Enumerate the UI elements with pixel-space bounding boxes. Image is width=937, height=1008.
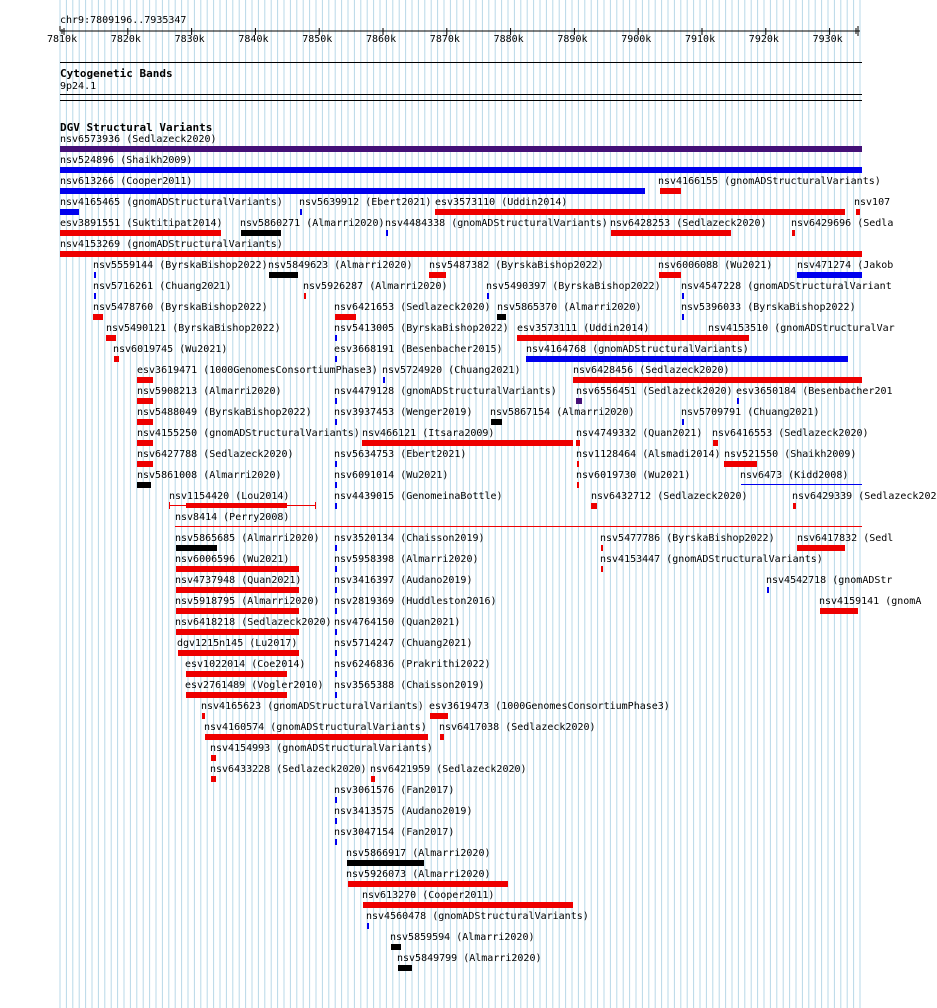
feature-label[interactable]: nsv1154420 (Lou2014) [169, 491, 290, 502]
feature-bar[interactable] [737, 398, 739, 404]
feature-label[interactable]: nsv6416553 (Sedlazeck2020) [712, 428, 869, 439]
feature-bar[interactable] [176, 566, 299, 572]
ruler-tick-label: 7850k [302, 34, 333, 45]
feature-bar[interactable] [435, 209, 845, 215]
feature-bar[interactable] [176, 608, 299, 614]
feature-bar[interactable] [429, 272, 446, 278]
feature-label[interactable]: nsv6417832 (Sedl [797, 533, 894, 544]
feature-label[interactable]: nsv5709791 (Chuang2021) [681, 407, 820, 418]
feature-label[interactable]: nsv5716261 (Chuang2021) [93, 281, 232, 292]
feature-bar[interactable] [335, 818, 337, 824]
feature-bar[interactable] [60, 146, 862, 152]
feature-bar[interactable] [367, 923, 369, 929]
feature-label[interactable]: nsv6573936 (Sedlazeck2020) [60, 134, 217, 145]
feature-label[interactable]: nsv4484338 (gnomADStructuralVariants) [385, 218, 608, 229]
feature-bar[interactable] [335, 797, 337, 803]
feature-bar[interactable] [137, 419, 153, 425]
feature-bar[interactable] [335, 839, 337, 845]
feature-bar[interactable] [713, 440, 718, 446]
feature-bar[interactable] [60, 209, 79, 215]
feature-label[interactable]: nsv3061576 (Fan2017) [334, 785, 455, 796]
feature-label[interactable]: esv3650184 (Besenbacher201 [736, 386, 893, 397]
feature-bar[interactable] [300, 209, 302, 215]
feature-label[interactable]: nsv5639912 (Ebert2021) [299, 197, 432, 208]
feature-label[interactable]: nsv3416397 (Audano2019) [334, 575, 473, 586]
feature-label[interactable]: nsv5958398 (Almarri2020) [334, 554, 479, 565]
feature-label[interactable]: nsv5559144 (ByrskaBishop2022) [93, 260, 268, 271]
feature-bar[interactable] [820, 608, 858, 614]
ruler-tick-label: 7930k [812, 34, 843, 45]
feature-bar[interactable] [487, 293, 489, 299]
feature-bar[interactable] [573, 377, 862, 383]
feature-label[interactable]: nsv6246836 (Prakrithi2022) [334, 659, 491, 670]
feature-bar[interactable] [137, 377, 153, 383]
feature-bar[interactable] [241, 230, 281, 236]
feature-label[interactable]: nsv6421653 (Sedlazeck2020) [334, 302, 491, 313]
feature-label[interactable]: nsv8414 (Perry2008) [175, 512, 290, 523]
feature-label[interactable]: nsv107 [854, 197, 891, 208]
feature-label[interactable]: nsv5396033 (ByrskaBishop2022) [681, 302, 856, 313]
feature-bar[interactable] [347, 860, 424, 866]
feature-label[interactable]: nsv4749332 (Quan2021) [576, 428, 703, 439]
feature-label[interactable]: nsv4764150 (Quan2021) [334, 617, 461, 628]
feature-bar[interactable] [383, 377, 385, 383]
feature-bar[interactable] [682, 293, 684, 299]
feature-bar[interactable] [526, 356, 848, 362]
ruler-tick-label: 7860k [366, 34, 397, 45]
feature-label[interactable]: nsv5714247 (Chuang2021) [334, 638, 473, 649]
feature-bar[interactable] [137, 398, 153, 404]
feature-label[interactable]: nsv4164768 (gnomADStructuralVariants) [526, 344, 749, 355]
feature-label[interactable]: nsv6418218 (Sedlazeck2020) [175, 617, 332, 628]
ruler-tick-label: 7810k [47, 34, 78, 45]
feature-label[interactable]: nsv5488049 (ByrskaBishop2022) [137, 407, 312, 418]
feature-bar[interactable] [137, 461, 153, 467]
feature-bar[interactable] [682, 314, 684, 320]
feature-label[interactable]: esv2761489 (Vogler2010) [185, 680, 324, 691]
feature-bar[interactable] [186, 671, 287, 677]
feature-bar[interactable] [709, 335, 712, 341]
feature-label[interactable]: nsv4160574 (gnomADStructuralVariants) [204, 722, 427, 733]
feature-bar[interactable] [577, 461, 579, 467]
feature-bar[interactable] [269, 272, 298, 278]
feature-label[interactable]: nsv5487382 (ByrskaBishop2022) [429, 260, 604, 271]
feature-label[interactable]: nsv5866917 (Almarri2020) [346, 848, 491, 859]
feature-label[interactable]: esv3619473 (1000GenomesConsortiumPhase3) [429, 701, 670, 712]
feature-bar[interactable] [497, 314, 506, 320]
feature-label[interactable]: nsv5908213 (Almarri2020) [137, 386, 282, 397]
feature-bar[interactable] [202, 713, 205, 719]
feature-label[interactable]: nsv6473 (Kidd2008) [740, 470, 849, 481]
feature-label[interactable]: nsv5490397 (ByrskaBishop2022) [486, 281, 661, 292]
feature-label[interactable]: nsv4479128 (gnomADStructuralVariants) [334, 386, 557, 397]
feature-label[interactable]: esv3668191 (Besenbacher2015) [334, 344, 503, 355]
feature-cap [169, 502, 170, 509]
feature-label[interactable]: nsv5849799 (Almarri2020) [397, 953, 542, 964]
feature-label[interactable]: nsv5413005 (ByrskaBishop2022) [334, 323, 509, 334]
feature-bar[interactable] [178, 650, 299, 656]
feature-label[interactable]: nsv6429696 (Sedla [791, 218, 894, 229]
feature-label[interactable]: nsv6433228 (Sedlazeck2020) [210, 764, 367, 775]
feature-bar[interactable] [335, 671, 337, 677]
feature-bar[interactable] [60, 188, 645, 194]
feature-label[interactable]: nsv3520134 (Chaisson2019) [334, 533, 485, 544]
feature-bar[interactable] [335, 419, 337, 425]
feature-bar[interactable] [724, 461, 757, 467]
ruler-tick-label: 7840k [238, 34, 269, 45]
feature-bar[interactable] [176, 545, 217, 551]
feature-label[interactable]: nsv521550 (Shaikh2009) [724, 449, 857, 460]
feature-label[interactable]: nsv6019730 (Wu2021) [576, 470, 691, 481]
feature-label[interactable]: nsv4166155 (gnomADStructuralVariants) [658, 176, 881, 187]
feature-bar[interactable] [94, 293, 96, 299]
feature-bar[interactable] [363, 902, 573, 908]
feature-label[interactable]: nsv613270 (Cooper2011) [362, 890, 495, 901]
feature-bar[interactable] [856, 209, 860, 215]
feature-label[interactable]: nsv5918795 (Almarri2020) [175, 596, 320, 607]
feature-label[interactable]: nsv3937453 (Wenger2019) [334, 407, 473, 418]
feature-bar[interactable] [186, 503, 287, 508]
feature-label[interactable]: nsv4153269 (gnomADStructuralVariants) [60, 239, 283, 250]
feature-label[interactable]: nsv4165465 (gnomADStructuralVariants) [60, 197, 283, 208]
feature-bar[interactable] [398, 965, 412, 971]
ruler-tick-label: 7820k [110, 34, 141, 45]
feature-bar[interactable] [335, 566, 337, 572]
feature-label[interactable]: nsv6432712 (Sedlazeck2020) [591, 491, 748, 502]
feature-bar[interactable] [335, 692, 337, 698]
feature-label[interactable]: nsv1128464 (Alsmadi2014) [576, 449, 721, 460]
feature-label[interactable]: nsv5861008 (Almarri2020) [137, 470, 282, 481]
feature-label[interactable]: nsv5634753 (Ebert2021) [334, 449, 467, 460]
feature-label[interactable]: nsv6429339 (Sedlazeck202 [792, 491, 937, 502]
feature-label[interactable]: nsv5859594 (Almarri2020) [390, 932, 535, 943]
feature-bar[interactable] [205, 734, 428, 740]
feature-bar[interactable] [60, 167, 862, 173]
feature-label[interactable]: nsv4737948 (Quan2021) [175, 575, 302, 586]
feature-label[interactable]: nsv466121 (Itsara2009) [362, 428, 495, 439]
cyto-band-line [60, 94, 862, 95]
feature-label[interactable]: dgv1215n145 (Lu2017) [177, 638, 298, 649]
feature-cap [315, 502, 316, 509]
feature-label[interactable]: nsv6556451 (Sedlazeck2020) [576, 386, 733, 397]
feature-bar[interactable] [386, 230, 388, 236]
cyto-band-label[interactable]: 9p24.1 [60, 81, 97, 92]
feature-label[interactable]: nsv6417038 (Sedlazeck2020) [439, 722, 596, 733]
feature-bar[interactable] [304, 293, 306, 299]
feature-bar[interactable] [362, 440, 573, 446]
feature-bar[interactable] [659, 272, 681, 278]
feature-label[interactable]: nsv5865370 (Almarri2020) [497, 302, 642, 313]
feature-line[interactable] [741, 484, 862, 485]
feature-label[interactable]: nsv5490121 (ByrskaBishop2022) [106, 323, 281, 334]
feature-label[interactable]: nsv5926287 (Almarri2020) [303, 281, 448, 292]
feature-bar[interactable] [335, 398, 337, 404]
feature-label[interactable]: esv3573110 (Uddin2014) [435, 197, 568, 208]
feature-bar[interactable] [576, 440, 580, 446]
ruler-tick-label: 7830k [174, 34, 205, 45]
feature-bar[interactable] [335, 461, 337, 467]
ruler-tick-label: 7920k [748, 34, 779, 45]
feature-bar[interactable] [576, 398, 582, 404]
ruler-tick-label: 7870k [429, 34, 460, 45]
feature-bar[interactable] [797, 272, 862, 278]
feature-label[interactable]: nsv5867154 (Almarri2020) [490, 407, 635, 418]
feature-label[interactable]: nsv5926073 (Almarri2020) [346, 869, 491, 880]
feature-label[interactable]: nsv4154993 (gnomADStructuralVariants) [210, 743, 433, 754]
feature-label[interactable]: nsv6006596 (Wu2021) [175, 554, 290, 565]
ruler-tick-label: 7910k [685, 34, 716, 45]
feature-bar[interactable] [577, 482, 579, 488]
feature-label[interactable]: nsv4439015 (GenomeinaBottle) [334, 491, 503, 502]
feature-label[interactable]: nsv6428456 (Sedlazeck2020) [573, 365, 730, 376]
feature-bar[interactable] [517, 335, 749, 341]
ruler-tick-label: 7880k [493, 34, 524, 45]
ruler-tick-label: 7900k [621, 34, 652, 45]
divider [60, 62, 862, 63]
feature-bar[interactable] [114, 356, 119, 362]
feature-label[interactable]: esv1022014 (Coe2014) [185, 659, 306, 670]
feature-bar[interactable] [792, 230, 795, 236]
feature-label[interactable]: nsv4560478 (gnomADStructuralVariants) [366, 911, 589, 922]
feature-label[interactable]: esv3573111 (Uddin2014) [517, 323, 650, 334]
feature-label[interactable]: esv3891551 (Suktitipat2014) [60, 218, 223, 229]
feature-bar[interactable] [601, 566, 603, 572]
feature-label[interactable]: nsv4153510 (gnomADStructuralVar [708, 323, 895, 334]
feature-bar[interactable] [137, 440, 153, 446]
feature-bar[interactable] [335, 503, 337, 509]
feature-label[interactable]: nsv6006088 (Wu2021) [658, 260, 773, 271]
feature-bar[interactable] [611, 230, 731, 236]
feature-bar[interactable] [335, 545, 337, 551]
feature-bar[interactable] [176, 629, 299, 635]
feature-bar[interactable] [335, 587, 337, 593]
feature-bar[interactable] [797, 545, 845, 551]
feature-label[interactable]: nsv4165623 (gnomADStructuralVariants) [201, 701, 424, 712]
feature-label[interactable]: nsv5865685 (Almarri2020) [175, 533, 320, 544]
feature-bar[interactable] [591, 503, 597, 509]
feature-bar[interactable] [348, 881, 508, 887]
feature-bar[interactable] [335, 482, 337, 488]
feature-label[interactable]: nsv5477786 (ByrskaBishop2022) [600, 533, 775, 544]
feature-label[interactable]: nsv2819369 (Huddleston2016) [334, 596, 497, 607]
feature-bar[interactable] [391, 944, 401, 950]
feature-bar[interactable] [440, 734, 444, 740]
feature-label[interactable]: nsv6427788 (Sedlazeck2020) [137, 449, 294, 460]
feature-label[interactable]: nsv471274 (Jakob [797, 260, 894, 271]
feature-bar[interactable] [682, 419, 684, 425]
ruler-tick-label: 7890k [557, 34, 588, 45]
cyto-track-title: Cytogenetic Bands [60, 67, 173, 80]
feature-label[interactable]: nsv4542718 (gnomADStr [766, 575, 893, 586]
feature-label[interactable]: nsv524896 (Shaikh2009) [60, 155, 193, 166]
feature-bar[interactable] [335, 314, 356, 320]
feature-bar[interactable] [60, 251, 862, 257]
feature-bar[interactable] [335, 650, 337, 656]
feature-bar[interactable] [767, 587, 769, 593]
feature-label[interactable]: nsv6091014 (Wu2021) [334, 470, 449, 481]
feature-label[interactable]: nsv6421959 (Sedlazeck2020) [370, 764, 527, 775]
divider [60, 100, 862, 101]
feature-bar[interactable] [211, 776, 216, 782]
feature-bar[interactable] [335, 356, 337, 362]
feature-bar[interactable] [211, 755, 216, 761]
feature-bar[interactable] [793, 503, 796, 509]
feature-label[interactable]: nsv5849623 (Almarri2020) [268, 260, 413, 271]
feature-label[interactable]: nsv3565388 (Chaisson2019) [334, 680, 485, 691]
feature-label[interactable]: nsv4159141 (gnomA [819, 596, 922, 607]
feature-bar[interactable] [176, 587, 299, 593]
feature-label[interactable]: nsv6428253 (Sedlazeck2020) [610, 218, 767, 229]
feature-bar[interactable] [601, 545, 603, 551]
feature-label[interactable]: nsv613266 (Cooper2011) [60, 176, 193, 187]
feature-bar[interactable] [430, 713, 448, 719]
feature-label[interactable]: nsv5478760 (ByrskaBishop2022) [93, 302, 268, 313]
feature-label[interactable]: nsv5860271 (Almarri2020) [240, 218, 385, 229]
feature-bar[interactable] [335, 608, 337, 614]
feature-bar[interactable] [660, 188, 681, 194]
feature-bar[interactable] [60, 230, 221, 236]
feature-bar[interactable] [186, 692, 287, 698]
feature-line[interactable] [175, 526, 862, 527]
feature-bar[interactable] [335, 335, 337, 341]
feature-bar[interactable] [371, 776, 375, 782]
feature-bar[interactable] [137, 482, 151, 488]
feature-label[interactable]: nsv4153447 (gnomADStructuralVariants) [600, 554, 823, 565]
feature-bar[interactable] [94, 272, 96, 278]
dgv-track-title: DGV Structural Variants [60, 121, 213, 134]
feature-label[interactable]: nsv4155250 (gnomADStructuralVariants) [137, 428, 360, 439]
feature-bar[interactable] [106, 335, 116, 341]
feature-label[interactable]: nsv4547228 (gnomADStructuralVariant [681, 281, 892, 292]
feature-label[interactable]: esv3619471 (1000GenomesConsortiumPhase3) [137, 365, 378, 376]
coordinate-label: chr9:7809196..7935347 [60, 15, 187, 26]
feature-label[interactable]: nsv3413575 (Audano2019) [334, 806, 473, 817]
feature-label[interactable]: nsv6019745 (Wu2021) [113, 344, 228, 355]
feature-bar[interactable] [335, 629, 337, 635]
feature-label[interactable]: nsv5724920 (Chuang2021) [382, 365, 521, 376]
feature-bar[interactable] [93, 314, 103, 320]
feature-label[interactable]: nsv3047154 (Fan2017) [334, 827, 455, 838]
feature-bar[interactable] [491, 419, 502, 425]
